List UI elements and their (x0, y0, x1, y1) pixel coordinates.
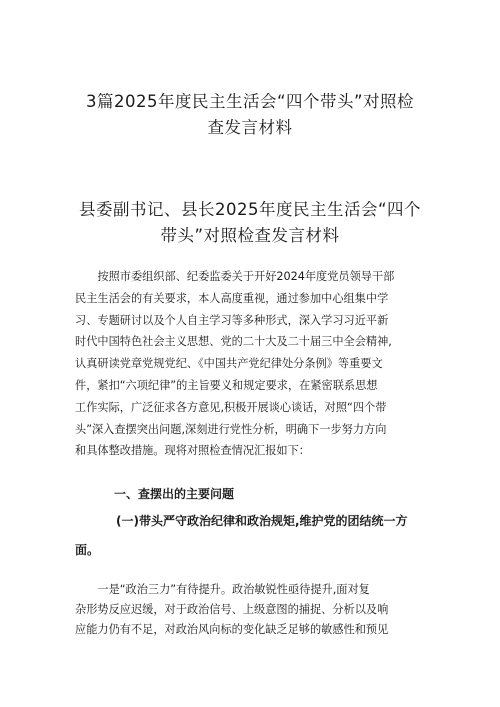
subsection-heading-line-2: 面。 (75, 543, 100, 557)
intro-line: 和具体整改措施。现将对照检查情况汇报如下： (75, 444, 310, 458)
subsection-heading-line-1: (一)带头严守政治纪律和政治规矩,维护党的团结统一方 (116, 514, 408, 528)
intro-line: 头”深入查摆突出问题,深刻进行党性分析，明确下一步努力方向 (75, 422, 387, 436)
body-line: 一是“政治三力”有待提升。政治敏锐性亟待提升,面对复 (75, 583, 370, 596)
document-title-line-1: 3篇2025年度民主生活会“四个带头”对照检 (85, 92, 415, 111)
intro-line: 件，紧扣“六项纪律”的主旨要义和规定要求，在紧密联系思想 (75, 378, 378, 392)
intro-line: 工作实际，广泛征求各方意见,积极开展谈心谈话，对照“四个带 (75, 400, 387, 414)
intro-line: 认真研读党章党规党纪、《中国共产党纪律处分条例》等重要文 (75, 357, 383, 371)
body-line: 应能力仍有不足，对政治风向标的变化缺乏足够的敏感性和预见 (75, 623, 389, 636)
section-heading: 一、查摆出的主要问题 (114, 487, 235, 501)
intro-line: 习、专题研讨以及个人自主学习等多种形式，深入学习习近平新 (75, 313, 389, 327)
document-subtitle-line-1: 县委副书记、县长2025年度民主生活会“四个 (78, 200, 422, 219)
intro-line: 时代中国特色社会主义思想、党的二十大及二十届三中全会精神, (75, 335, 392, 349)
intro-paragraph (75, 266, 435, 462)
body-paragraph (75, 580, 435, 640)
intro-line: 按照市委组织部、纪委监委关于开好2024年度党员领导干部 (75, 270, 395, 283)
document-title-line-2: 查发言材料 (207, 118, 293, 137)
document-subtitle-line-2: 带头”对照检查发言材料 (160, 226, 340, 245)
intro-line: 民主生活会的有关要求，本人高度重视，通过参加中心组集中学 (75, 291, 389, 305)
body-line: 杂形势反应迟缓，对于政治信号、上级意图的捕捉、分析以及响 (75, 603, 389, 616)
